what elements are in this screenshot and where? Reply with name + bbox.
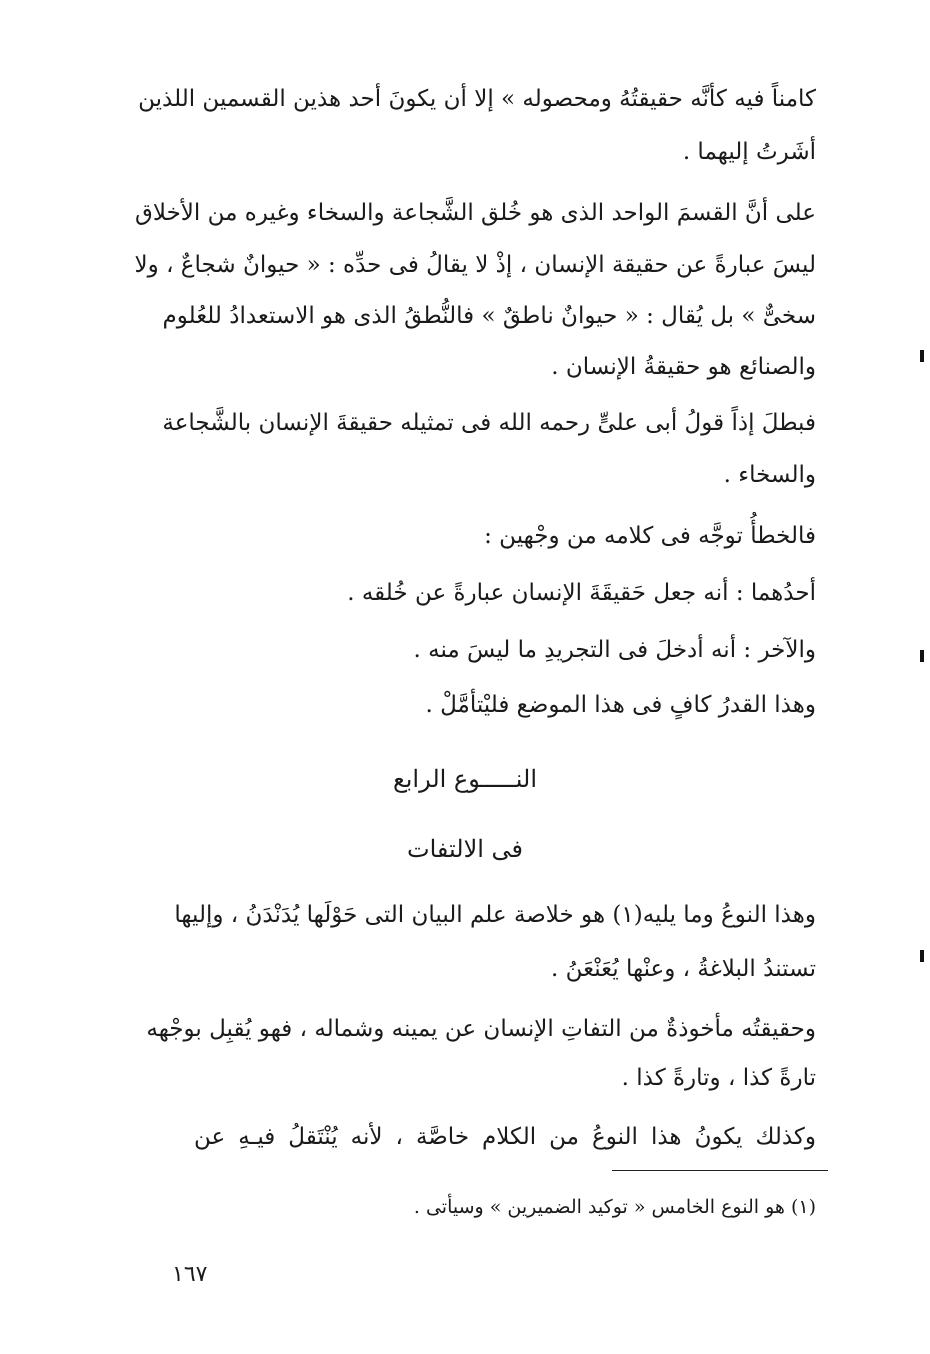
text-line: فبطلَ إذاً قولُ أبى علىٍّ رحمه الله فى تمثيله حقيقةَ الإنسان بالشَّجاعة [162, 410, 816, 436]
scan-mark [920, 950, 924, 962]
section-subtitle: فى الالتفات [406, 835, 524, 863]
text-line: أشَرتُ إليهما . [682, 139, 816, 165]
text-line: والصنائع هو حقيقةُ الإنسان . [551, 354, 816, 380]
text-line: وكذلك يكونُ هذا النوعُ من الكلام خاصَّة ، لأنه يُنْتَقلُ فيـهِ عن [194, 1124, 816, 1150]
text-line: سخىٌّ » بل يُقال : « حيوانٌ ناطقٌ » فالنُّطقُ الذى هو الاستعدادُ للعُلوم [162, 303, 816, 329]
text-line: والسخاء . [723, 462, 816, 488]
text-line: أحدُهما : أنه جعل حَقيقَةَ الإنسان عبارةً عن خُلقه . [347, 580, 816, 606]
text-line: كامناً فيه كأنَّه حقيقتُهُ ومحصوله » إلا أن يكونَ أحد هذين القسمين اللذين [138, 86, 816, 112]
text-line: والآخر : أنه أدخلَ فى التجريدِ ما ليسَ منه . [413, 637, 816, 663]
footnote-divider [612, 1170, 828, 1171]
text-line: تارةً كذا ، وتارةً كذا . [621, 1065, 816, 1091]
text-line: على أنَّ القسمَ الواحد الذى هو خُلق الشَّجاعة والسخاء وغيره من الأخلاق [135, 200, 816, 226]
text-line: ليسَ عبارةً عن حقيقة الإنسان ، إذْ لا يقالُ فى حدِّه : « حيوانٌ شجاعٌ ، ولا [134, 252, 816, 278]
footnote: (١) هو النوع الخامس « توكيد الضميرين » وسيأتى . [413, 1196, 816, 1218]
section-title: النـــــوع الرابع [392, 765, 538, 793]
page-number: ١٦٧ [172, 1262, 208, 1287]
text-line: فالخطأُ توجَّه فى كلامه من وجْهين : [484, 523, 816, 549]
scan-mark [920, 650, 924, 662]
text-line: وهذا القدرُ كافٍ فى هذا الموضع فليْتأمَّلْ . [425, 692, 816, 718]
text-line: وهذا النوعُ وما يليه(١) هو خلاصة علم البيان التى حَوْلَها يُدَنْدَنُ ، وإليها [174, 902, 816, 928]
text-line: تستندُ البلاغةُ ، وعنْها يُعَنْعَنُ . [550, 956, 816, 982]
text-line: وحقيقتُه مأخوذةٌ من التفاتِ الإنسان عن يمينه وشماله ، فهو يُقبِل بوجْهه [146, 1016, 816, 1042]
scan-mark [920, 350, 924, 362]
